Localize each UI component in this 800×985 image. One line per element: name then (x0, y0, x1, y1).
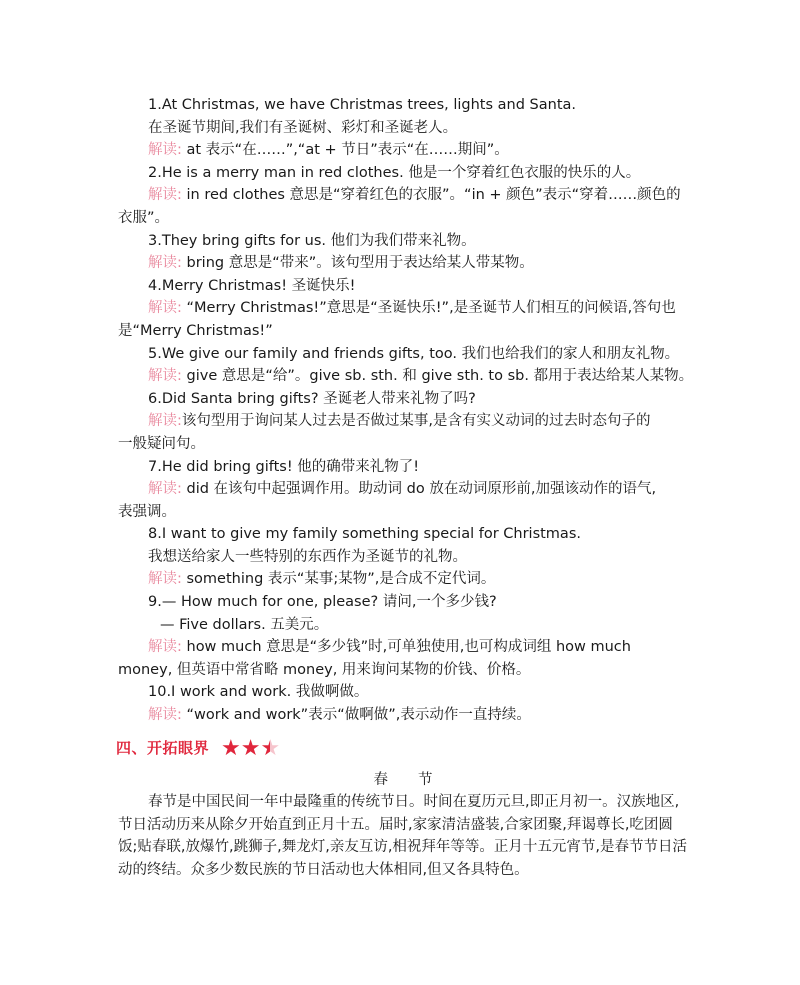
item-4-note-cont: 是“Merry Christmas!” (118, 322, 273, 339)
note-label: 解读: (148, 142, 182, 159)
item-6-note-text: 该句型用于询问某人过去是否做过某事,是含有实义动词的过去时态句子的 (181, 413, 651, 430)
note-label: 解读: (148, 481, 182, 498)
item-1-note-text: at 表示“在……”,“at + 节日”表示“在……期间”。 (181, 142, 509, 159)
note-label: 解读: (148, 255, 182, 272)
item-4-english: 4.Merry Christmas! 圣诞快乐! (148, 277, 356, 294)
item-9-note-cont: money, 但英语中常省略 money, 用来询问某物的价钱、价格。 (118, 661, 531, 678)
item-8-note (118, 568, 690, 591)
section-title: 四、开拓眼界 (116, 739, 210, 758)
item-9-english: 9.— How much for one, please? 请问,一个多少钱? (148, 594, 497, 611)
section-heading (116, 735, 690, 763)
item-1-note (118, 139, 690, 162)
star-icon: ★ (221, 735, 241, 761)
item-8-note-text: something 表示“某事;某物”,是合成不定代词。 (181, 571, 496, 588)
item-2-note-text: in red clothes 意思是“穿着红色的衣服”。“in + 颜色”表示“穿着……颜色的 (181, 187, 681, 204)
note-label: 解读: (148, 368, 182, 385)
item-3-note-text: bring 意思是“带来”。该句型用于表达给某人带某物。 (181, 255, 534, 272)
item-2-english: 2.He is a merry man in red clothes. 他是一个穿着红色衣服的快乐的人。 (148, 164, 641, 181)
item-7-note-text: did 在该句中起强调作用。助动词 do 放在动词原形前,加强该动作的语气, (181, 481, 657, 498)
item-5-note-text: give 意思是“给”。give sb. sth. 和 give sth. to sb. 都用于表达给某人某物。 (181, 368, 694, 385)
item-6-english: 6.Did Santa bring gifts? 圣诞老人带来礼物了吗? (148, 390, 476, 407)
note-label: 解读: (148, 413, 182, 430)
difficulty-rating (221, 735, 281, 761)
item-5-english: 5.We give our family and friends gifts, too. 我们也给我们的家人和朋友礼物。 (148, 345, 680, 362)
essay-title-char-2: 节 (418, 771, 435, 788)
item-4-note-text: “Merry Christmas!”意思是“圣诞快乐!”,是圣诞节人们相互的问候语,答句也 (181, 300, 676, 317)
item-2-note (118, 184, 690, 207)
item-10-note (118, 704, 690, 727)
item-9-note-text: how much 意思是“多少钱”时,可单独使用,也可构成词组 how much (181, 639, 631, 656)
item-2-note-cont: 衣服”。 (118, 209, 170, 226)
item-10-note-text: “work and work”表示“做啊做”,表示动作一直持续。 (181, 707, 531, 724)
item-1-chinese: 在圣诞节期间,我们有圣诞树、彩灯和圣诞老人。 (148, 119, 458, 136)
item-3-english: 3.They bring gifts for us. 他们为我们带来礼物。 (148, 232, 476, 249)
item-7-note-cont: 表强调。 (118, 503, 176, 520)
item-7-note (118, 478, 690, 501)
document-content (116, 94, 694, 882)
item-1-english: 1.At Christmas, we have Christmas trees, lights and Santa. (148, 97, 577, 113)
note-label: 解读: (148, 300, 182, 317)
item-10-english: 10.I work and work. 我做啊做。 (148, 684, 369, 701)
item-9-reply: — Five dollars. 五美元。 (160, 616, 329, 633)
item-3-note (118, 252, 690, 275)
half-star-icon: ★ (260, 735, 281, 761)
item-8-english: 8.I want to give my family something special for Christmas. (148, 526, 581, 543)
note-label: 解读: (148, 187, 182, 204)
item-5-note (118, 365, 694, 388)
note-label: 解读: (148, 639, 182, 656)
item-8-chinese: 我想送给家人一些特别的东西作为圣诞节的礼物。 (148, 548, 467, 565)
note-label: 解读: (148, 571, 182, 588)
item-9-note (118, 636, 690, 659)
star-icon: ★ (240, 735, 261, 761)
item-6-note-cont: 一般疑问句。 (118, 435, 205, 452)
note-label: 解读: (148, 707, 182, 724)
item-6-note (118, 410, 690, 433)
item-7-english: 7.He did bring gifts! 他的确带来礼物了! (148, 458, 420, 475)
item-4-note (118, 297, 690, 320)
essay-title-char-1: 春 (373, 771, 390, 788)
essay-title (118, 769, 690, 792)
essay-body: 春节是中国民间一年中最隆重的传统节日。时间在夏历元旦,即正月初一。汉族地区,节日活动历来从除夕开始直到正月十五。届时,家家清洁盛装,合家团聚,拜谒尊长,吃团圆饭;贴春联,放爆竹,跳狮子,舞龙灯,亲友互访,相祝拜年等等。正月十五元宵节,是春节节日活动的终结。众多少数民族的节日活动也大体相同,但又各具特色。 (118, 794, 688, 878)
